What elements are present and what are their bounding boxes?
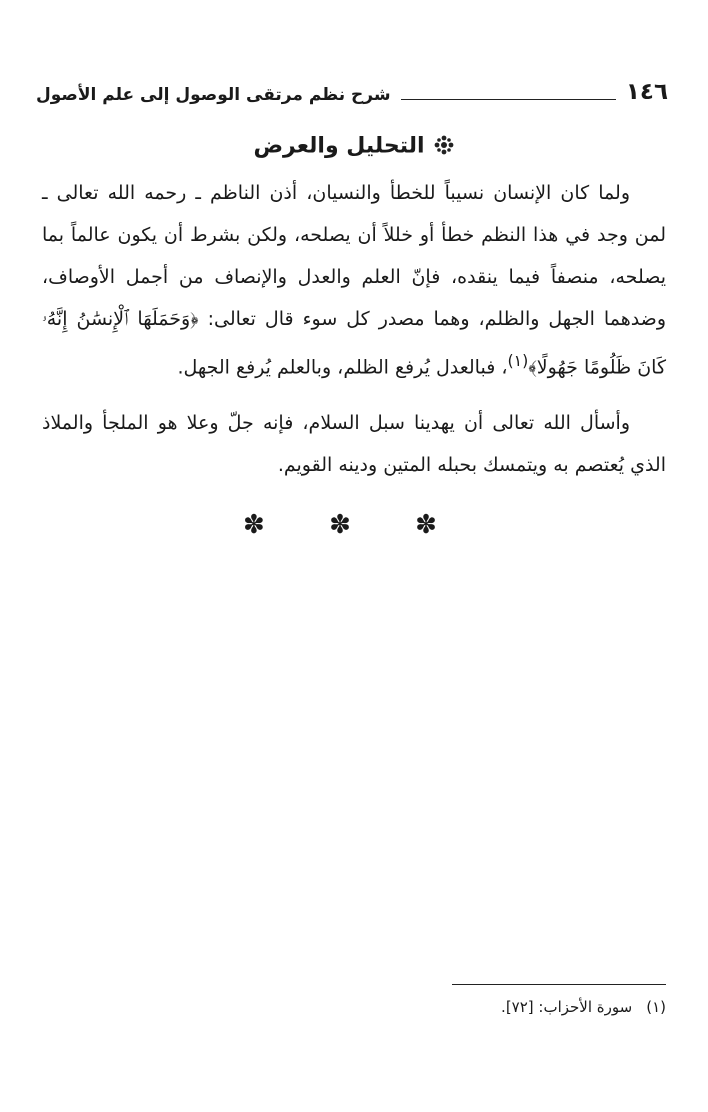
section-title: التحليل والعرض [253,133,425,159]
footnote-reference[interactable]: (١) [507,351,529,370]
paragraph-2: وأسأل الله تعالى أن يهدينا سبل السلام، فإنه جلّ وعلا هو الملجأ والملاذ الذي يُعتصم به ويتمسك بحبله المتين ودينه القويم. [42,412,666,477]
footnote-number: (١) [646,998,666,1016]
paragraph-1-text: ولما كان الإنسان نسيباً للخطأ والنسيان، أذن الناظم ـ رحمه الله تعالى ـ لمن وجد في هذا النظم خطأ أو خللاً أن يصلحه، ولكن بشرط أن يكون عالماً بما يصلحه، منصفاً فيما ينقده، فإنّ العلم والعدل والإنصاف من أجمل الأوصاف، وضدهما الجهل والظلم، وهما مصدر كل سوء قال تعالى: [42,182,666,330]
body-text [42,172,666,486]
section-heading [0,134,708,159]
paragraph-1 [42,172,666,388]
page-number: ١٤٦ [625,79,668,105]
footnote-rule [452,984,666,985]
floral-ornament-icon [433,134,455,159]
running-title: شرح نظم مرتقى الوصول إلى علم الأصول [36,85,391,105]
header-rule [401,99,616,100]
quran-quote: ﴿وَحَمَلَهَا ٱلْإِنسَٰنُ إِنَّهُۥ كَانَ ظَلُومًا جَهُولًا﴾ [42,308,666,379]
footnote-text: سورة الأحزاب: [٧٢]. [501,998,633,1016]
paragraph-1-ending: ، فبالعدل يُرفع الظلم، وبالعلم يُرفع الجهل. [177,356,508,379]
page-header [36,70,668,104]
section-separator: ✽ ✽ ✽ [243,510,465,540]
footnote [501,998,666,1018]
